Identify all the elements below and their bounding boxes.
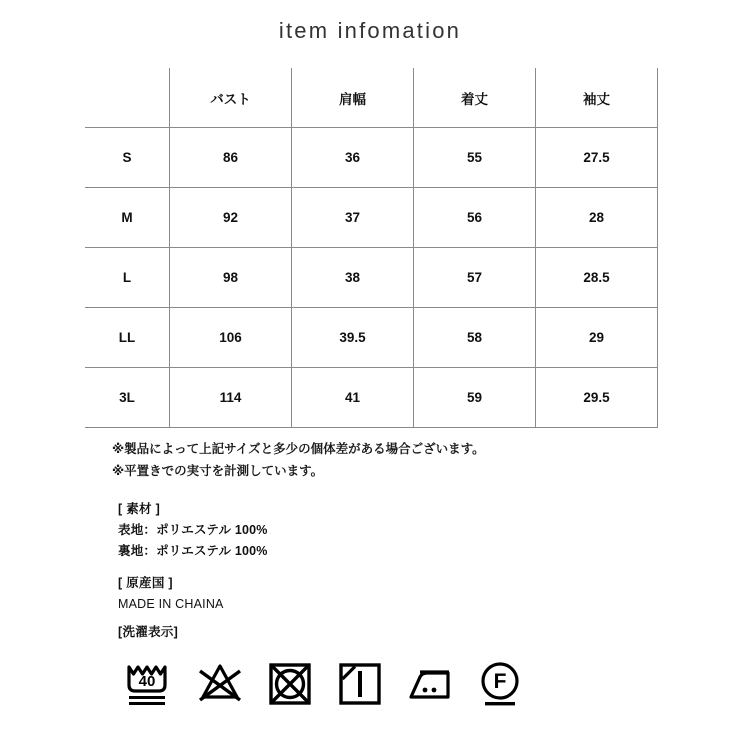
cell-bust: 86 (170, 128, 292, 188)
cell-shoulder: 41 (292, 368, 414, 428)
svg-text:40: 40 (138, 673, 156, 690)
cell-bust: 92 (170, 188, 292, 248)
column-header-sleeve: 袖丈 (536, 68, 658, 128)
table-row (85, 248, 658, 308)
care-heading: [洗濯表示] (118, 625, 179, 639)
drip-dry-in-shade-icon (334, 655, 386, 709)
cell-length: 58 (414, 308, 536, 368)
column-header-shoulder: 肩幅 (292, 68, 414, 128)
cell-shoulder: 38 (292, 248, 414, 308)
table-corner-cell (85, 68, 170, 128)
cell-shoulder: 36 (292, 128, 414, 188)
origin-heading: [ 原産国 ] (118, 576, 173, 590)
no-bleach-crossed-triangle-icon (194, 655, 246, 709)
row-size-label: LL (85, 308, 170, 368)
size-table-body (85, 128, 658, 428)
cell-sleeve: 28.5 (536, 248, 658, 308)
origin-block (118, 573, 224, 615)
row-size-label: 3L (85, 368, 170, 428)
cell-length: 55 (414, 128, 536, 188)
svg-text:F: F (493, 670, 507, 693)
wash-tub-40-two-bars-icon (124, 655, 176, 709)
table-header-row (85, 68, 658, 128)
care-symbol-row (124, 655, 526, 709)
cell-sleeve: 29 (536, 308, 658, 368)
page-title: item infomation (278, 18, 462, 43)
table-row (85, 368, 658, 428)
cell-bust: 106 (170, 308, 292, 368)
table-row (85, 308, 658, 368)
cell-length: 57 (414, 248, 536, 308)
material-block (118, 499, 268, 562)
material-lining-fabric: 裏地：ポリエステル 100% (118, 544, 268, 558)
row-size-label: L (85, 248, 170, 308)
size-table-header (85, 68, 658, 128)
note-line-2: ※平置きでの実寸を計測しています。 (112, 464, 324, 478)
cell-bust: 114 (170, 368, 292, 428)
table-row (85, 128, 658, 188)
origin-value: MADE IN CHAINA (118, 597, 224, 611)
dry-clean-f-icon (474, 655, 526, 709)
cell-sleeve: 28 (536, 188, 658, 248)
column-header-bust: バスト (170, 68, 292, 128)
material-heading: [ 素材 ] (118, 502, 161, 516)
row-size-label: M (85, 188, 170, 248)
note-line-1: ※製品によって上記サイズと多少の個体差がある場合ございます。 (112, 442, 485, 456)
iron-two-dots-icon (404, 655, 456, 709)
cell-length: 56 (414, 188, 536, 248)
size-table (85, 68, 658, 428)
column-header-length: 着丈 (414, 68, 536, 128)
cell-sleeve: 27.5 (536, 128, 658, 188)
material-outer-fabric: 表地：ポリエステル 100% (118, 523, 268, 537)
cell-bust: 98 (170, 248, 292, 308)
cell-length: 59 (414, 368, 536, 428)
row-size-label: S (85, 128, 170, 188)
care-block (118, 622, 178, 643)
cell-sleeve: 29.5 (536, 368, 658, 428)
cell-shoulder: 37 (292, 188, 414, 248)
no-tumble-dry-crossed-circle-square-icon (264, 655, 316, 709)
size-notes (112, 438, 485, 482)
cell-shoulder: 39.5 (292, 308, 414, 368)
table-row (85, 188, 658, 248)
